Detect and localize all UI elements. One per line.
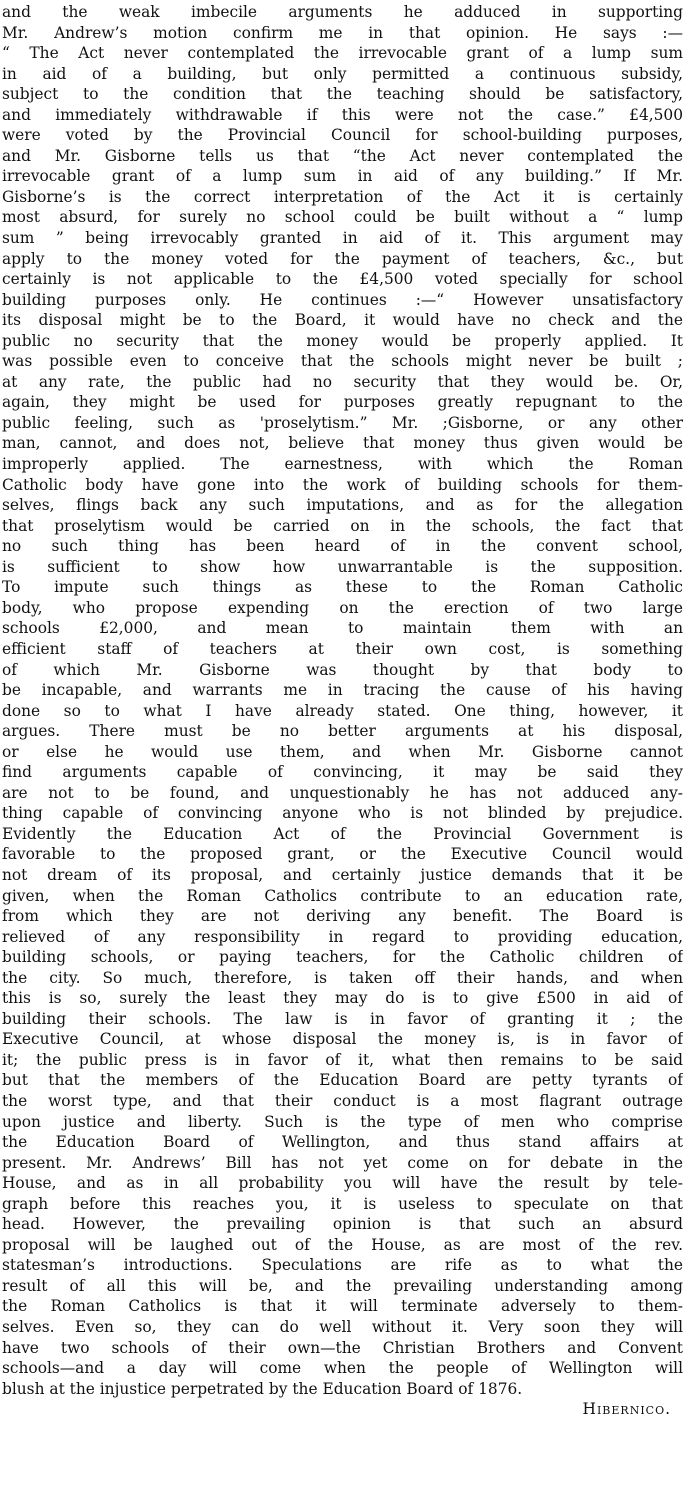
text-line: find arguments capable of convincing, it may be said they (2, 763, 683, 782)
text-line: blush at the injustice perpetrated by the Education Board of 1876. (2, 1379, 523, 1398)
text-line: no such thing has been heard of in the convent school, (2, 537, 683, 556)
text-line: it; the public press is in favor of it, what then remains to be said (2, 1050, 683, 1069)
text-line: subject to the condition that the teaching should be satisfactory, (2, 85, 683, 104)
text-line: irrevocable grant of a lump sum in aid of any building.” If Mr. (2, 167, 683, 186)
text-line: result of all this will be, and the prevailing understanding among (2, 1276, 683, 1295)
text-line: its disposal might be to the Board, it would have no check and the (2, 311, 683, 330)
text-line: the worst type, and that their conduct is a most flagrant outrage (2, 1091, 683, 1110)
text-line: To impute such things as these to the Roman Catholic (2, 578, 683, 597)
text-line: apply to the money voted for the payment of teachers, &c., but (2, 249, 683, 268)
text-line: the Education Board of Wellington, and thus stand affairs at (2, 1133, 683, 1152)
text-line: efficient staff of teachers at their own cost, is something (2, 639, 683, 658)
text-line: Catholic body have gone into the work of building schools for them- (2, 475, 683, 494)
text-line: are not to be found, and unquestionably he has not adduced any- (2, 783, 683, 802)
text-line: schools—and a day will come when the people of Wellington will (2, 1359, 683, 1378)
text-line: is sufficient to show how unwarrantable is the supposition. (2, 557, 683, 576)
text-line: at any rate, the public had no security that they would be. Or, (2, 372, 683, 391)
text-line: man, cannot, and does not, believe that money thus given would be (2, 434, 683, 453)
text-line: were voted by the Provincial Council for school-building purposes, (2, 126, 683, 145)
text-line: or else he would use them, and when Mr. Gisborne cannot (2, 742, 683, 761)
text-line: thing capable of convincing anyone who is not blinded by prejudice. (2, 804, 683, 823)
text-line: most absurd, for surely no school could be built without a “ lump (2, 208, 683, 227)
text-line: and the weak imbecile arguments he adduced in supporting (2, 3, 683, 21)
text-line: public no security that the money would be properly applied. It (2, 331, 683, 350)
text-line: of which Mr. Gisborne was thought by that body to (2, 660, 683, 679)
text-line: Evidently the Education Act of the Provincial Government is (2, 824, 683, 843)
text-line: building schools, or paying teachers, for the Catholic children of (2, 948, 683, 967)
text-line: from which they are not deriving any benefit. The Board is (2, 907, 683, 926)
text-line: but that the members of the Education Board are petty tyrants of (2, 1071, 683, 1090)
text-line: the city. So much, therefore, is taken off their hands, and when (2, 968, 683, 987)
text-line: improperly applied. The earnestness, with which the Roman (2, 455, 683, 474)
text-line: present. Mr. Andrews’ Bill has not yet come on for debate in the (2, 1153, 683, 1172)
text-line: not dream of its proposal, and certainly justice demands that it be (2, 865, 683, 884)
text-line: Gisborne’s is the correct interpretation of the Act it is certainly (2, 187, 683, 206)
text-line: in aid of a building, but only permitted a continuous subsidy, (2, 64, 683, 83)
text-line: that proselytism would be carried on in the schools, the fact that (2, 516, 683, 535)
article-column (2, 2, 683, 1420)
text-line: certainly is not applicable to the £4,500 voted specially for school (2, 270, 683, 289)
text-line: have two schools of their own—the Christian Brothers and Convent (2, 1338, 683, 1357)
text-line: selves, flings back any such imputations, and as for the allegation (2, 496, 683, 515)
text-line: favorable to the proposed grant, or the Executive Council would (2, 845, 683, 864)
text-line: Executive Council, at whose disposal the money is, is in favor of (2, 1030, 683, 1049)
text-line: and Mr. Gisborne tells us that “the Act never contemplated the (2, 146, 683, 165)
text-line: was possible even to conceive that the schools might never be built ; (2, 352, 683, 371)
text-line: body, who propose expending on the erection of two large (2, 598, 683, 617)
text-line: House, and as in all probability you will have the result by tele- (2, 1174, 683, 1193)
text-line: proposal will be laughed out of the House, as are most of the rev. (2, 1235, 683, 1254)
text-line: schools £2,000, and mean to maintain them with an (2, 619, 683, 638)
text-line: and immediately withdrawable if this were not the case.” £4,500 (2, 105, 683, 124)
text-line: this is so, surely the least they may do is to give £500 in aid of (2, 989, 683, 1008)
text-line: selves. Even so, they can do well without it. Very soon they will (2, 1318, 683, 1336)
text-line: head. However, the prevailing opinion is that such an absurd (2, 1215, 683, 1234)
text-line: relieved of any responsibility in regard to providing education, (2, 927, 683, 946)
signature: Hibernico. (582, 1400, 671, 1419)
text-line: again, they might be used for purposes greatly repugnant to the (2, 393, 683, 412)
text-line: given, when the Roman Catholics contribute to an education rate, (2, 886, 683, 905)
text-line: upon justice and liberty. Such is the type of men who comprise (2, 1112, 683, 1131)
article-body (2, 2, 683, 1399)
text-line: public feeling, such as 'proselytism.” Mr. ;Gisborne, or any other (2, 413, 683, 432)
text-line: building their schools. The law is in favor of granting it ; the (2, 1009, 683, 1028)
text-line: Mr. Andrew’s motion confirm me in that opinion. He says :— (2, 23, 683, 42)
text-line: sum ” being irrevocably granted in aid of it. This argument may (2, 229, 683, 248)
text-line: “ The Act never contemplated the irrevocable grant of a lump sum (2, 44, 683, 63)
text-line: statesman’s introductions. Speculations are rife as to what the (2, 1256, 683, 1275)
text-line: building purposes only. He continues :—“ However unsatisfactory (2, 290, 683, 309)
text-line: the Roman Catholics is that it will terminate adversely to them- (2, 1297, 683, 1316)
text-line: be incapable, and warrants me in tracing the cause of his having (2, 681, 683, 700)
text-line: graph before this reaches you, it is useless to speculate on that (2, 1194, 683, 1213)
text-line: done so to what I have already stated. One thing, however, it (2, 701, 683, 720)
text-line: argues. There must be no better arguments at his disposal, (2, 722, 683, 741)
